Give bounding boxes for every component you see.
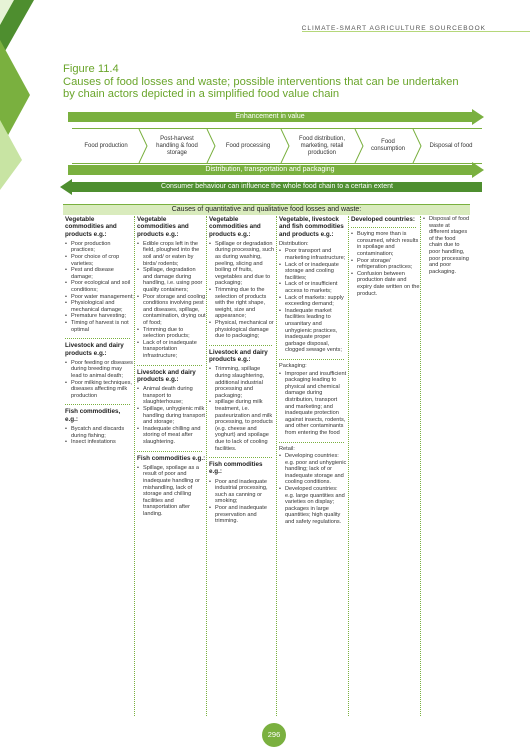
causes-column-post-harvest <box>135 216 207 716</box>
col2-heading-vegetable: Vegetable commodities and products e.g.: <box>137 216 189 238</box>
list-item: • Confusion between production date and expiry date written on the product. <box>351 271 420 297</box>
list-item: • Developing countries: e.g. poor and unhygienic handling; lack of or inadequate storage and cooling conditions. <box>279 453 348 486</box>
causes-column-distribution <box>277 216 349 716</box>
list-item: • Bycatch and discards during fishing; <box>65 426 134 439</box>
figure-number: Figure 11.4 <box>63 63 119 75</box>
enhancement-arrow-head <box>472 109 484 125</box>
list-item: • Inadequate market facilities leading to unsanitary and unhygienic practices, inadequate proper garbage disposal, clogged sewage vents; <box>279 308 348 354</box>
figure-title <box>63 63 483 101</box>
divider <box>137 365 202 366</box>
col4-list-packaging <box>279 371 348 437</box>
stage-food-production: Food production <box>84 142 128 149</box>
causes-column-disposal <box>421 216 470 716</box>
stage-food-processing: Food processing <box>225 142 271 149</box>
divider <box>279 442 344 443</box>
list-item: • Spillage, degradation and damage during handling, i.e. using poor quality containers; <box>137 267 206 293</box>
col2-heading-livestock: Livestock and dairy products e.g.: <box>137 368 196 383</box>
col1-heading-vegetable: Vegetable commodities and products e.g.: <box>65 216 117 238</box>
list-item: • Poor storage and cooling conditions involving pest and diseases, spillage, contamination, drying out of food; <box>137 294 206 327</box>
col1-list-livestock <box>65 360 134 400</box>
list-item: • Physical, mechanical or physiological damage due to packaging; <box>209 320 276 340</box>
causes-column-processing <box>207 216 277 716</box>
col2-list-vegetable <box>137 241 206 360</box>
col4-list-retail <box>279 453 348 526</box>
causes-heading: Causes of quantitative and qualitative food losses and waste: <box>63 204 470 215</box>
list-item: • Pest and disease damage; <box>65 267 134 280</box>
divider <box>351 227 416 228</box>
page-number: 296 <box>262 723 286 747</box>
chevron-separator-3 <box>280 129 290 163</box>
list-item: • Developed countries: e.g. large quantities and varieties on display; packages in large quantities; high quality and safety regulations. <box>279 486 348 526</box>
figure-caption-line-2: by chain actors depicted in a simplified food value chain <box>63 88 340 101</box>
list-item: • Poor choice of crop varieties; <box>65 254 134 267</box>
enhancement-arrow <box>68 112 472 122</box>
col6-list <box>423 216 470 275</box>
stage-post-harvest: Post-harvest handling & food storage <box>156 135 198 156</box>
consumer-label: Consumer behaviour can influence the whole food chain to a certain extent <box>161 183 393 190</box>
list-item: • Lack of markets: supply exceeding demand; <box>279 295 348 308</box>
distribution-arrow-head <box>472 162 484 178</box>
stage-disposal: Disposal of food <box>429 142 473 149</box>
col4-list-distribution <box>279 248 348 354</box>
list-item: • Insect infestations <box>65 439 134 446</box>
col4-heading: Vegetable, livestock and fish commodities and products e.g.: <box>279 216 344 238</box>
stage-food-distribution: Food distribution, marketing, retail production <box>298 135 346 156</box>
list-item: • Poor transport and marketing infrastructure; <box>279 248 348 261</box>
col1-heading-fish: Fish commodities, e.g.: <box>65 408 121 423</box>
stage-food-consumption: Food consumption <box>370 139 406 152</box>
col2-heading-fish: Fish commodities e.g.: <box>137 454 206 462</box>
list-item: • Poor feeding or diseases during breeding may lead to animal death; <box>65 360 134 380</box>
list-item: • Trimming due to the selection of products with the right shape, weight, size and appearance; <box>209 287 276 320</box>
list-item: • Trimming due to selection products; <box>137 327 206 340</box>
list-item: • Buying more than is consumed, which results in spoilage and contamination; <box>351 231 420 257</box>
list-item: • Poor and inadequate industrial processing, such as canning or smoking; <box>209 479 276 505</box>
col4-subheading-distribution: Distribution: <box>279 240 309 247</box>
list-item: • Spillage or degradation during processing, such as during washing, peeling, slicing and boiling of fruits, vegetables and due to packaging; <box>209 241 276 287</box>
list-item: • Spillage, unhygienic milk handling during transport and storage; <box>137 406 206 426</box>
chevron-separator-1 <box>138 129 148 163</box>
list-item: • Poor water management; <box>65 294 134 301</box>
list-item: • Spillage, spoilage as a result of poor and inadequate handling or mishandling, lack of storage and chilling facilities and transportation after landing. <box>137 465 206 518</box>
list-item: • Disposal of food waste at different stages of the food chain due to poor handling, poor processing and poor packaging. <box>423 216 470 275</box>
col3-list-livestock <box>209 366 276 452</box>
list-item: • Improper and insufficient packaging leading to physical and chemical damage during distribution, transport and marketing; and inadequate protection against insects, rodents, and other contaminants from entering the food <box>279 371 348 437</box>
list-item: • Physiological and mechanical damage; <box>65 300 134 313</box>
divider <box>209 345 272 346</box>
chevron-separator-4 <box>354 129 364 163</box>
list-item: • spillage during milk treatment, i.e. pasteurization and milk processing, to products (e.g. cheese and yoghurt) and spoilage due to lack of cooling facilities. <box>209 399 276 452</box>
distribution-label: Distribution, transportation and packaging <box>205 166 335 173</box>
col3-heading-livestock: Livestock and dairy products e.g.: <box>209 348 268 364</box>
col3-list-vegetable <box>209 241 276 340</box>
divider <box>209 457 272 458</box>
col1-heading-livestock: Livestock and dairy products e.g.: <box>65 342 124 357</box>
divider <box>65 338 130 339</box>
col3-heading-vegetable: Vegetable commodities and products e.g.: <box>209 216 261 238</box>
value-chain <box>72 128 482 164</box>
chevron-separator-5 <box>412 129 422 163</box>
col4-subheading-retail: Retail: <box>279 445 295 452</box>
causes-column-consumption <box>349 216 421 716</box>
running-header <box>302 17 530 32</box>
distribution-arrow <box>68 165 472 175</box>
col2-list-livestock <box>137 386 206 445</box>
col1-list-vegetable <box>65 241 134 333</box>
chevron-separator-2 <box>206 129 216 163</box>
list-item: • Lack of or insufficient access to markets; <box>279 281 348 294</box>
col2-list-fish <box>137 465 206 518</box>
list-item: • Poor production practices; <box>65 241 134 254</box>
list-item: • Lack of or inadequate transportation infrastructure; <box>137 340 206 360</box>
col4-subheading-packaging: Packaging: <box>279 362 307 369</box>
col5-list <box>351 231 420 297</box>
list-item: • Poor storage/ refrigeration practices; <box>351 258 420 271</box>
causes-column-production <box>63 216 135 716</box>
list-item: • Animal death during transport to slaughterhouse; <box>137 386 206 406</box>
consumer-behaviour-arrow <box>72 182 482 192</box>
running-header-text: CLIMATE-SMART AGRICULTURE SOURCEBOOK <box>301 25 486 32</box>
list-item: • Trimming, spillage during slaughtering, additional industrial processing and packaging; <box>209 366 276 399</box>
divider <box>279 359 344 360</box>
divider <box>65 404 130 405</box>
list-item: • Inadequate chilling and storing of meat after slaughtering. <box>137 426 206 446</box>
decorative-corner-triangles <box>0 0 36 190</box>
list-item: • Timing of harvest is not optimal <box>65 320 134 333</box>
consumer-arrow-head <box>60 179 72 195</box>
enhancement-label: Enhancement in value <box>235 113 305 120</box>
divider <box>137 451 202 452</box>
list-item: • Premature harvesting; <box>65 313 134 320</box>
list-item: • Poor ecological and soil conditions; <box>65 280 134 293</box>
col1-list-fish <box>65 426 134 446</box>
col3-heading-fish: Fish commodities e.g.: <box>209 461 263 476</box>
col3-list-fish <box>209 479 276 525</box>
figure-caption-line-1: Causes of food losses and waste; possible interventions that can be undertaken <box>63 75 459 88</box>
col5-heading: Developed countries: <box>351 216 416 223</box>
list-item: • Edible crops left in the field, ploughed into the soil and/ or eaten by birds/ rodents; <box>137 241 206 267</box>
list-item: • Lack of or inadequate storage and cooling facilities; <box>279 262 348 282</box>
list-item: • Poor milking techniques, diseases affecting milk production <box>65 380 134 400</box>
list-item: • Poor and inadequate preservation and trimming. <box>209 505 276 525</box>
